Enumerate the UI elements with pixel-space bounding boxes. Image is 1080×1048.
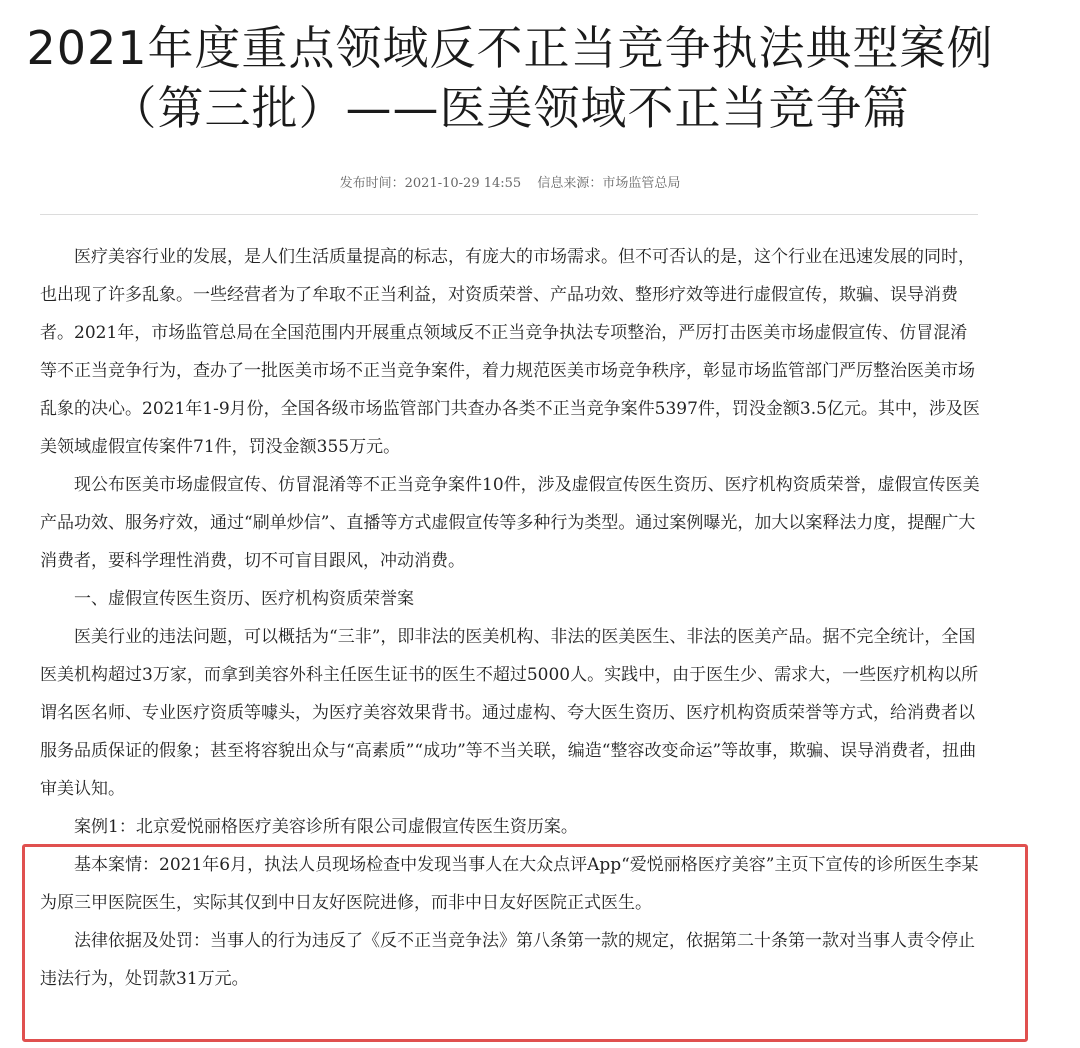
- case-facts: 基本案情：2021年6月，执法人员现场检查中发现当事人在大众点评App“爱悦丽格医疗美容”主页下宣传的诊所医生李某为原三甲医院医生，实际其仅到中日友好医院进修，而非中日友好医院正式医生。: [40, 855, 979, 913]
- article-meta: [0, 172, 1020, 191]
- publish-time: 发布时间：2021-10-29 14:55: [339, 176, 522, 191]
- section-intro-paragraph: 医美行业的违法问题，可以概括为“三非”，即非法的医美机构、非法的医美医生、非法的医美产品。据不完全统计，全国医美机构超过3万家，而拿到美容外科主任医生证书的医生不超过5000人。实践中，由于医生少、需求大，一些医疗机构以所谓名医名师、专业医疗资质等噱头，为医疗美容效果背书。通过虚构、夸大医生资历、医疗机构资质荣誉等方式，给消费者以服务品质保证的假象；甚至将容貌出众与“高素质”“成功”等不当关联，编造“整容改变命运”等故事，欺骗、误导消费者，扭曲审美认知。: [40, 627, 979, 799]
- title-divider: [40, 214, 978, 215]
- announcement-paragraph: 现公布医美市场虚假宣传、仿冒混淆等不正当竞争案件10件，涉及虚假宣传医生资历、医疗机构资质荣誉，虚假宣传医美产品功效、服务疗效，通过“刷单炒信”、直播等方式虚假宣传等多种行为类型。通过案例曝光，加大以案释法力度，提醒广大消费者，要科学理性消费，切不可盲目跟风，冲动消费。: [40, 475, 980, 571]
- case-title: 案例1：北京爱悦丽格医疗美容诊所有限公司虚假宣传医生资历案。: [74, 817, 578, 837]
- article-title-line-2: （第三批）——医美领域不正当竞争篇: [110, 81, 910, 135]
- intro-paragraph: 医疗美容行业的发展，是人们生活质量提高的标志，有庞大的市场需求。但不可否认的是，这个行业在迅速发展的同时，也出现了许多乱象。一些经营者为了牟取不正当利益，对资质荣誉、产品功效、整形疗效等进行虚假宣传，欺骗、误导消费者。2021年，市场监管总局在全国范围内开展重点领域反不正当竞争执法专项整治，严厉打击医美市场虚假宣传、仿冒混淆等不正当竞争行为，查办了一批医美市场不正当竞争案件，着力规范医美市场竞争秩序，彰显市场监管部门严厉整治医美市场乱象的决心。2021年1-9月份，全国各级市场监管部门共查办各类不正当竞争案件5397件，罚没金额3.5亿元。其中，涉及医美领域虚假宣传案件71件，罚没金额355万元。: [40, 247, 980, 457]
- article-title: [20, 18, 1000, 138]
- article-title-line-1: 2021年度重点领域反不正当竞争执法典型案例: [26, 21, 994, 75]
- section-heading: 一、虚假宣传医生资历、医疗机构资质荣誉案: [74, 589, 414, 609]
- article-body: [40, 238, 980, 998]
- info-source: 信息来源：市场监管总局: [537, 176, 681, 191]
- case-penalty: 法律依据及处罚：当事人的行为违反了《反不正当竞争法》第八条第一款的规定，依据第二十条第一款对当事人责令停止违法行为，处罚款31万元。: [40, 931, 975, 989]
